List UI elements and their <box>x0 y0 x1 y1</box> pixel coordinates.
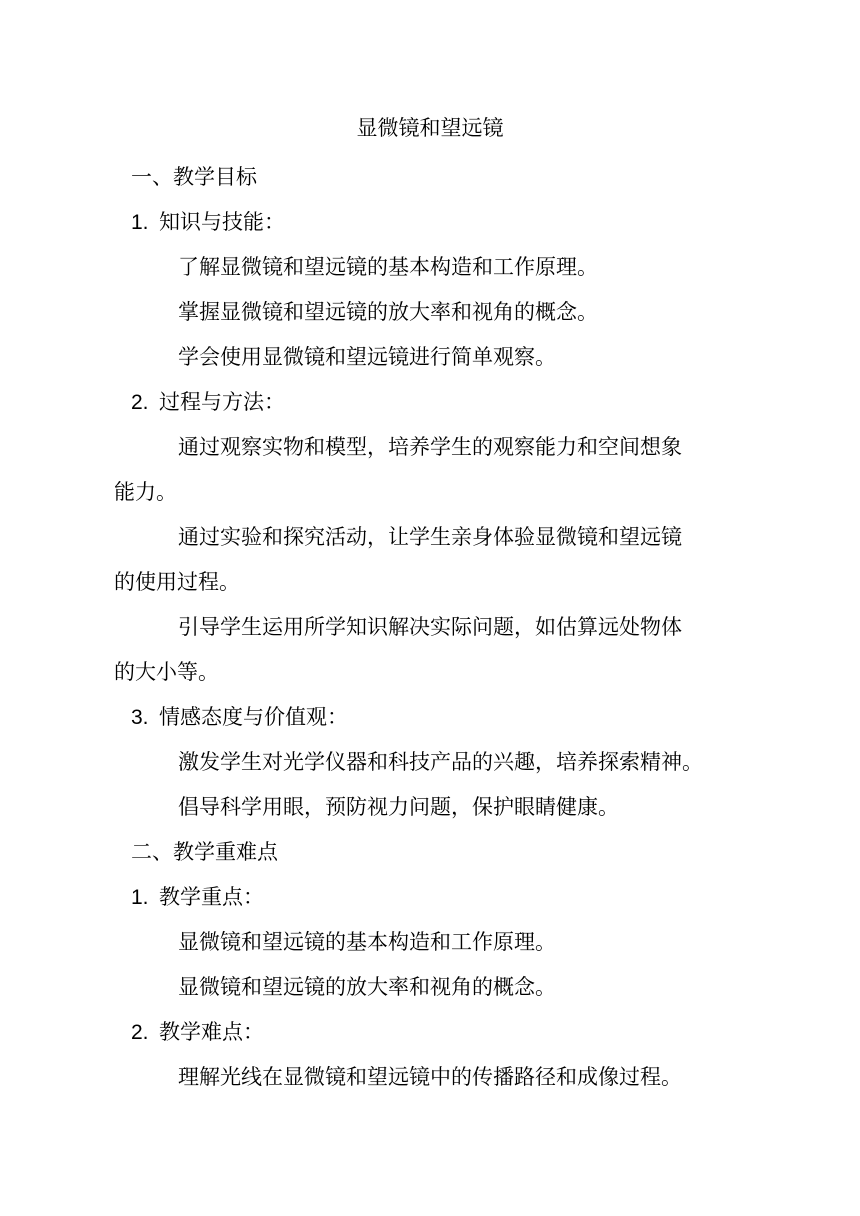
list-item: 了解显微镜和望远镜的基本构造和工作原理。 <box>178 255 598 279</box>
list-item: 掌握显微镜和望远镜的放大率和视角的概念。 <box>178 300 598 324</box>
subheading-label: 教学难点： <box>159 1020 264 1044</box>
list-number: 1. <box>131 886 149 909</box>
paragraph-line: 的大小等。 <box>114 660 219 684</box>
section-heading-key-difficult-points: 二、教学重难点 <box>131 840 278 864</box>
subheading-difficult-points <box>131 1010 751 1055</box>
subheading-label: 教学重点： <box>159 885 264 909</box>
list-item: 理解光线在显微镜和望远镜中的传播路径和成像过程。 <box>178 1065 682 1089</box>
document-body <box>114 155 751 1100</box>
list-item: 倡导科学用眼，预防视力问题，保护眼睛健康。 <box>178 795 619 819</box>
list-item: 显微镜和望远镜的基本构造和工作原理。 <box>178 930 556 954</box>
list-number: 3. <box>131 706 149 729</box>
subheading-label: 知识与技能： <box>159 210 285 234</box>
list-number: 1. <box>131 211 149 234</box>
list-item: 激发学生对光学仪器和科技产品的兴趣，培养探索精神。 <box>178 750 703 774</box>
subheading-label: 过程与方法： <box>159 390 285 414</box>
list-number: 2. <box>131 391 149 414</box>
subheading-knowledge-skills <box>131 200 751 245</box>
list-item: 学会使用显微镜和望远镜进行简单观察。 <box>178 345 556 369</box>
subheading-key-points <box>131 875 751 920</box>
paragraph-line: 通过观察实物和模型，培养学生的观察能力和空间想象 <box>178 435 682 459</box>
subheading-label: 情感态度与价值观： <box>159 705 348 729</box>
paragraph-line: 引导学生运用所学知识解决实际问题，如估算远处物体 <box>178 615 682 639</box>
paragraph-line: 通过实验和探究活动，让学生亲身体验显微镜和望远镜 <box>178 525 682 549</box>
subheading-process-methods <box>131 380 751 425</box>
document-title: 显微镜和望远镜 <box>356 116 504 140</box>
paragraph-line: 的使用过程。 <box>114 570 240 594</box>
paragraph-line: 能力。 <box>114 480 177 504</box>
list-number: 2. <box>131 1021 149 1044</box>
section-heading-objectives: 一、教学目标 <box>131 165 257 189</box>
subheading-attitudes-values <box>131 695 751 740</box>
list-item: 显微镜和望远镜的放大率和视角的概念。 <box>178 975 556 999</box>
